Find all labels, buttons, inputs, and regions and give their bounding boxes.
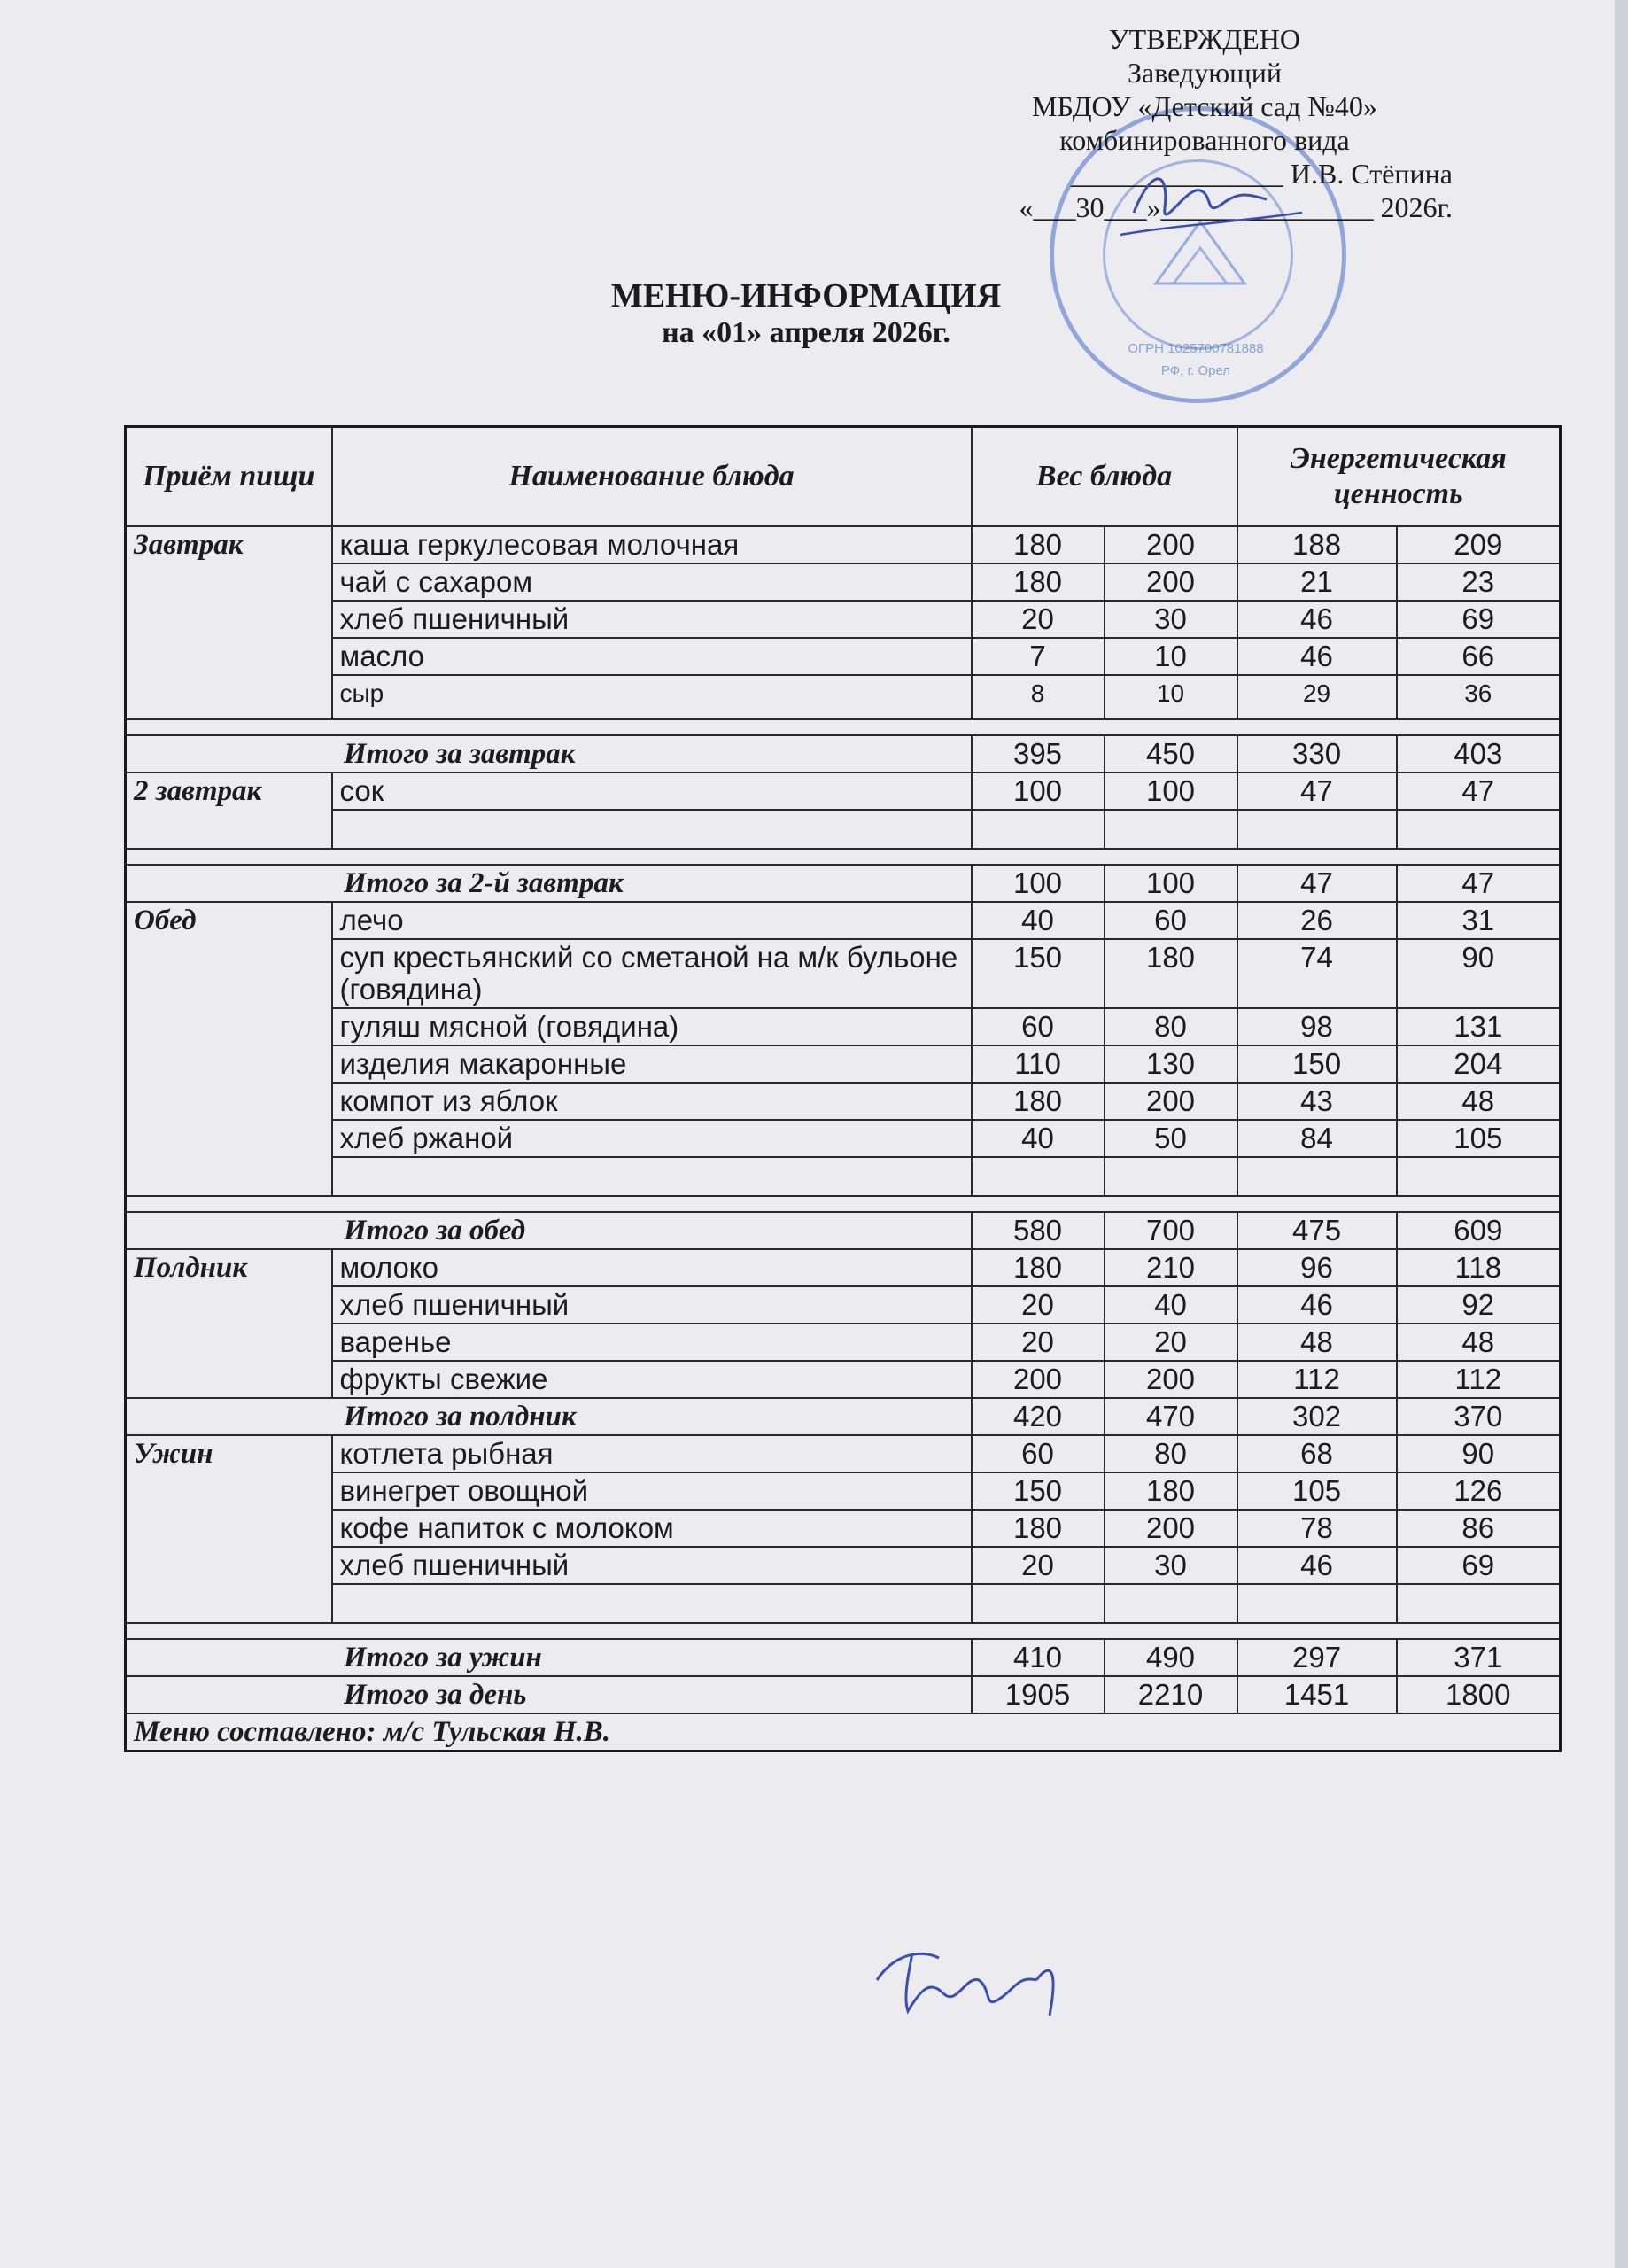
total-label: Итого за ужин	[126, 1639, 972, 1676]
total-label: Итого за обед	[126, 1212, 972, 1249]
weight-cell: 200	[972, 1361, 1105, 1398]
energy-cell: 46	[1237, 1286, 1397, 1324]
weight-cell: 200	[1105, 563, 1237, 601]
day-total-cell: 1451	[1237, 1676, 1397, 1713]
dish-cell: хлеб ржаной	[332, 1120, 972, 1157]
header-dish: Наименование блюда	[332, 427, 972, 526]
total-cell: 609	[1397, 1212, 1561, 1249]
energy-cell: 78	[1237, 1510, 1397, 1547]
table-row	[126, 1435, 1561, 1472]
menu-author: Меню составлено: м/с Тульская Н.В.	[126, 1713, 1561, 1751]
weight-cell: 40	[972, 902, 1105, 939]
header-energy: Энергетическая ценность	[1237, 427, 1561, 526]
weight-cell: 200	[1105, 526, 1237, 563]
dish-cell: фрукты свежие	[332, 1361, 972, 1398]
energy-cell: 118	[1397, 1249, 1561, 1286]
energy-cell: 90	[1397, 939, 1561, 1008]
weight-cell: 80	[1105, 1008, 1237, 1045]
energy-cell: 96	[1237, 1249, 1397, 1286]
dish-cell: винегрет овощной	[332, 1472, 972, 1510]
energy-cell: 150	[1237, 1045, 1397, 1083]
weight-cell: 180	[1105, 1472, 1237, 1510]
energy-cell: 23	[1397, 563, 1561, 601]
table-row	[126, 1286, 1561, 1324]
dish-cell: варенье	[332, 1324, 972, 1361]
total-cell: 475	[1237, 1212, 1397, 1249]
total-cell: 700	[1105, 1212, 1237, 1249]
table-row	[126, 1249, 1561, 1286]
total-row	[126, 1639, 1561, 1676]
weight-cell: 10	[1105, 675, 1237, 719]
table-row	[126, 1008, 1561, 1045]
table-row	[126, 675, 1561, 719]
header-weight: Вес блюда	[972, 427, 1237, 526]
weight-cell: 8	[972, 675, 1105, 719]
weight-cell: 130	[1105, 1045, 1237, 1083]
weight-cell: 180	[972, 526, 1105, 563]
energy-cell: 204	[1397, 1045, 1561, 1083]
table-row	[126, 902, 1561, 939]
dish-cell: котлета рыбная	[332, 1435, 972, 1472]
dish-cell: лечо	[332, 902, 972, 939]
dish-cell: изделия макаронные	[332, 1045, 972, 1083]
weight-cell: 60	[972, 1435, 1105, 1472]
total-cell: 302	[1237, 1398, 1397, 1435]
dish-cell: суп крестьянский со сметаной на м/к бульоне (говядина)	[332, 939, 972, 1008]
weight-cell: 30	[1105, 1547, 1237, 1584]
weight-cell: 100	[972, 773, 1105, 810]
dish-cell: сок	[332, 773, 972, 810]
table-header-row	[126, 427, 1561, 526]
table-row	[126, 773, 1561, 810]
day-total-label: Итого за день	[126, 1676, 972, 1713]
total-cell: 403	[1397, 735, 1561, 773]
total-row	[126, 735, 1561, 773]
weight-cell: 20	[972, 1324, 1105, 1361]
total-cell: 580	[972, 1212, 1105, 1249]
dish-cell: каша геркулесовая молочная	[332, 526, 972, 563]
energy-cell: 31	[1397, 902, 1561, 939]
total-row	[126, 865, 1561, 902]
table-row	[126, 1510, 1561, 1547]
energy-cell: 92	[1397, 1286, 1561, 1324]
meal-afternoon-snack: Полдник	[126, 1249, 332, 1398]
energy-cell: 112	[1397, 1361, 1561, 1398]
total-row	[126, 1398, 1561, 1435]
approval-org: МБДОУ «Детский сад №40»	[1032, 90, 1377, 122]
spacer-row	[126, 1196, 1561, 1212]
spacer-row	[126, 849, 1561, 865]
weight-cell: 200	[1105, 1510, 1237, 1547]
energy-cell: 29	[1237, 675, 1397, 719]
energy-cell: 112	[1237, 1361, 1397, 1398]
energy-cell: 105	[1397, 1120, 1561, 1157]
weight-cell: 180	[972, 1249, 1105, 1286]
dish-cell: сыр	[332, 675, 972, 719]
spacer-row	[126, 719, 1561, 735]
weight-cell: 150	[972, 1472, 1105, 1510]
energy-cell: 188	[1237, 526, 1397, 563]
dish-cell: чай с сахаром	[332, 563, 972, 601]
energy-cell: 46	[1237, 601, 1397, 638]
energy-cell: 48	[1397, 1083, 1561, 1120]
document-title-block	[461, 276, 1151, 351]
total-cell: 370	[1397, 1398, 1561, 1435]
day-total-cell: 1800	[1397, 1676, 1561, 1713]
total-label: Итого за полдник	[126, 1398, 972, 1435]
energy-cell: 47	[1397, 773, 1561, 810]
energy-cell: 131	[1397, 1008, 1561, 1045]
table-row	[126, 1324, 1561, 1361]
weight-cell: 150	[972, 939, 1105, 1008]
approval-org-type: комбинированного вида	[1059, 124, 1350, 156]
total-label: Итого за 2-й завтрак	[126, 865, 972, 902]
total-cell: 470	[1105, 1398, 1237, 1435]
table-row	[126, 1083, 1561, 1120]
table-row	[126, 526, 1561, 563]
weight-cell: 50	[1105, 1120, 1237, 1157]
table-row	[126, 1361, 1561, 1398]
weight-cell: 80	[1105, 1435, 1237, 1472]
table-row	[126, 638, 1561, 675]
dish-cell: молоко	[332, 1249, 972, 1286]
dish-cell: хлеб пшеничный	[332, 601, 972, 638]
weight-cell: 180	[972, 563, 1105, 601]
menu-table	[124, 425, 1562, 1752]
table-row	[126, 601, 1561, 638]
total-cell: 330	[1237, 735, 1397, 773]
spacer-row	[126, 1623, 1561, 1639]
approval-date-line: «___30___»_______________ 2026г.	[1019, 191, 1453, 223]
dish-cell: масло	[332, 638, 972, 675]
total-cell: 490	[1105, 1639, 1237, 1676]
day-total-cell: 1905	[972, 1676, 1105, 1713]
weight-cell: 20	[1105, 1324, 1237, 1361]
total-cell: 371	[1397, 1639, 1561, 1676]
energy-cell: 68	[1237, 1435, 1397, 1472]
header-meal: Приём пищи	[126, 427, 332, 526]
energy-cell: 84	[1237, 1120, 1397, 1157]
weight-cell: 210	[1105, 1249, 1237, 1286]
weight-cell: 60	[1105, 902, 1237, 939]
table-row	[126, 1045, 1561, 1083]
energy-cell: 98	[1237, 1008, 1397, 1045]
author-signature-icon	[859, 1927, 1089, 2024]
weight-cell: 20	[972, 1547, 1105, 1584]
energy-cell: 46	[1237, 638, 1397, 675]
energy-cell: 43	[1237, 1083, 1397, 1120]
empty-row	[126, 810, 1561, 849]
weight-cell: 200	[1105, 1083, 1237, 1120]
energy-cell: 26	[1237, 902, 1397, 939]
meal-breakfast: Завтрак	[126, 526, 332, 719]
energy-cell: 47	[1237, 773, 1397, 810]
day-total-cell: 2210	[1105, 1676, 1237, 1713]
empty-row	[126, 1157, 1561, 1196]
weight-cell: 20	[972, 601, 1105, 638]
document-date: на «01» апреля 2026г.	[662, 316, 950, 349]
dish-cell: хлеб пшеничный	[332, 1286, 972, 1324]
energy-cell: 48	[1397, 1324, 1561, 1361]
empty-row	[126, 1584, 1561, 1623]
dish-cell: кофе напиток с молоком	[332, 1510, 972, 1547]
table-row	[126, 563, 1561, 601]
approval-status: УТВЕРЖДЕНО	[1108, 23, 1301, 55]
total-cell: 297	[1237, 1639, 1397, 1676]
dish-cell: гуляш мясной (говядина)	[332, 1008, 972, 1045]
energy-cell: 90	[1397, 1435, 1561, 1472]
meal-lunch: Обед	[126, 902, 332, 1196]
paper-edge	[1615, 0, 1628, 2268]
energy-cell: 48	[1237, 1324, 1397, 1361]
energy-cell: 209	[1397, 526, 1561, 563]
total-cell: 47	[1237, 865, 1397, 902]
approval-position: Заведующий	[1127, 57, 1282, 89]
weight-cell: 180	[972, 1083, 1105, 1120]
director-signature-icon	[1116, 151, 1311, 257]
energy-cell: 126	[1397, 1472, 1561, 1510]
energy-cell: 74	[1237, 939, 1397, 1008]
weight-cell: 100	[1105, 773, 1237, 810]
total-cell: 450	[1105, 735, 1237, 773]
meal-second-breakfast: 2 завтрак	[126, 773, 332, 849]
weight-cell: 200	[1105, 1361, 1237, 1398]
total-cell: 420	[972, 1398, 1105, 1435]
total-cell: 100	[972, 865, 1105, 902]
energy-cell: 86	[1397, 1510, 1561, 1547]
weight-cell: 10	[1105, 638, 1237, 675]
total-row	[126, 1212, 1561, 1249]
weight-cell: 7	[972, 638, 1105, 675]
energy-cell: 69	[1397, 601, 1561, 638]
seal-ogrn: ОГРН 1025700781888	[1128, 341, 1264, 356]
weight-cell: 110	[972, 1045, 1105, 1083]
table-row	[126, 1120, 1561, 1157]
weight-cell: 20	[972, 1286, 1105, 1324]
weight-cell: 180	[1105, 939, 1237, 1008]
weight-cell: 180	[972, 1510, 1105, 1547]
total-label: Итого за завтрак	[126, 735, 972, 773]
dish-cell: хлеб пшеничный	[332, 1547, 972, 1584]
weight-cell: 40	[972, 1120, 1105, 1157]
total-cell: 395	[972, 735, 1105, 773]
approval-signature-line: _______________ И.В. Стёпина	[1070, 158, 1453, 190]
day-total-row	[126, 1676, 1561, 1713]
table-row	[126, 939, 1561, 1008]
total-cell: 410	[972, 1639, 1105, 1676]
energy-cell: 46	[1237, 1547, 1397, 1584]
weight-cell: 60	[972, 1008, 1105, 1045]
energy-cell: 66	[1397, 638, 1561, 675]
table-row	[126, 1472, 1561, 1510]
energy-cell: 21	[1237, 563, 1397, 601]
footer-row	[126, 1713, 1561, 1751]
seal-city: РФ, г. Орел	[1160, 363, 1231, 378]
weight-cell: 40	[1105, 1286, 1237, 1324]
energy-cell: 69	[1397, 1547, 1561, 1584]
weight-cell: 30	[1105, 601, 1237, 638]
total-cell: 100	[1105, 865, 1237, 902]
document-title: МЕНЮ-ИНФОРМАЦИЯ	[610, 277, 1002, 315]
meal-dinner: Ужин	[126, 1435, 332, 1623]
table-row	[126, 1547, 1561, 1584]
dish-cell: компот из яблок	[332, 1083, 972, 1120]
energy-cell: 105	[1237, 1472, 1397, 1510]
total-cell: 47	[1397, 865, 1561, 902]
energy-cell: 36	[1397, 675, 1561, 719]
